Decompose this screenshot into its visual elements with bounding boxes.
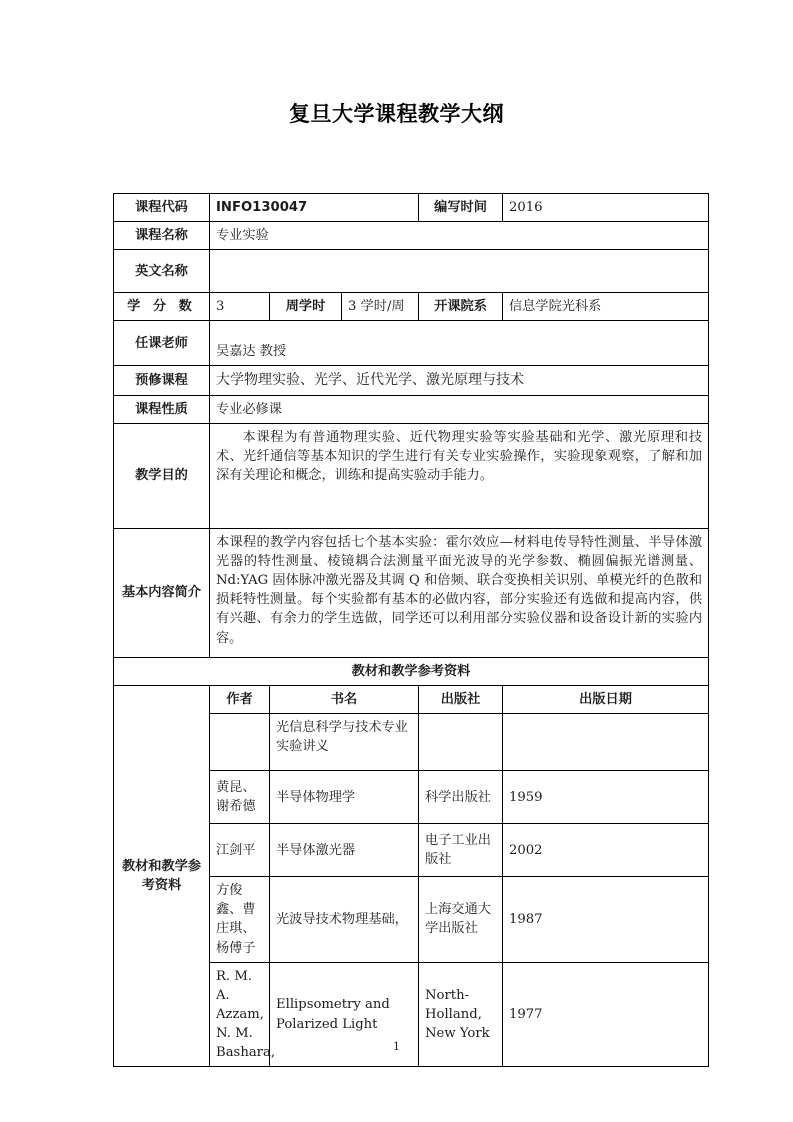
value-department: 信息学院光科系 bbox=[503, 293, 709, 321]
value-objective: 本课程为有普通物理实验、近代物理实验等实验基础和光学、激光原理和技术、光纤通信等基本知识的学生进行有关专业实验操作，实验现象观察，了解和加深有关理论和概念，训练和提高实验动手能力。 bbox=[216, 429, 703, 484]
value-objective-cell bbox=[210, 423, 709, 528]
cell-book: 半导体激光器 bbox=[270, 824, 419, 877]
value-content-cell bbox=[210, 528, 709, 657]
cell-publisher: 电子工业出版社 bbox=[419, 824, 503, 877]
label-course-code: 课程代码 bbox=[114, 194, 210, 222]
label-weekly-hours: 周学时 bbox=[270, 293, 342, 321]
cell-date: 1959 bbox=[503, 771, 709, 824]
column-header-author: 作者 bbox=[210, 686, 270, 714]
label-written-time: 编写时间 bbox=[419, 194, 503, 222]
page-number: 1 bbox=[393, 1040, 400, 1053]
reference-row-label bbox=[114, 686, 210, 1067]
label-teacher: 任课老师 bbox=[114, 321, 210, 366]
reference-section-title: 教材和教学参考资料 bbox=[114, 657, 709, 685]
table-row-teacher bbox=[114, 321, 709, 366]
table-row-reference-header bbox=[114, 686, 709, 714]
cell-author: 黄昆、谢希德 bbox=[210, 771, 270, 824]
table-row-credits bbox=[114, 293, 709, 321]
label-department: 开课院系 bbox=[419, 293, 503, 321]
cell-publisher bbox=[419, 714, 503, 771]
cell-book: Ellipsometry and Polarized Light bbox=[270, 962, 419, 1067]
cell-author: 方俊鑫、曹庄琪、杨傅子 bbox=[210, 877, 270, 963]
value-teacher: 吴嘉达 教授 bbox=[210, 321, 709, 366]
table-row-course-name bbox=[114, 222, 709, 250]
cell-date: 2002 bbox=[503, 824, 709, 877]
cell-author bbox=[210, 714, 270, 771]
table-row-nature bbox=[114, 395, 709, 423]
value-written-time: 2016 bbox=[503, 194, 709, 222]
cell-publisher: 科学出版社 bbox=[419, 771, 503, 824]
value-weekly-hours: 3 学时/周 bbox=[342, 293, 419, 321]
reference-row-label-text: 教材和教学参考资料 bbox=[121, 859, 202, 894]
value-english-name bbox=[210, 250, 709, 293]
course-syllabus-table bbox=[113, 193, 709, 1067]
label-objective: 教学目的 bbox=[114, 423, 210, 528]
column-header-book: 书名 bbox=[270, 686, 419, 714]
cell-author: R. M. A. Azzam, N. M. Bashara, bbox=[210, 962, 270, 1067]
label-content: 基本内容简介 bbox=[114, 528, 210, 657]
value-prerequisite: 大学物理实验、光学、近代光学、激光原理与技术 bbox=[210, 366, 709, 395]
table-row-content bbox=[114, 528, 709, 657]
cell-date bbox=[503, 714, 709, 771]
label-course-name: 课程名称 bbox=[114, 222, 210, 250]
cell-publisher: 上海交通大学出版社 bbox=[419, 877, 503, 963]
table-row-prerequisite bbox=[114, 366, 709, 395]
cell-author: 江剑平 bbox=[210, 824, 270, 877]
table-row-english-name bbox=[114, 250, 709, 293]
value-content: 本课程的教学内容包括七个基本实验：霍尔效应—材料电传导特性测量、半导体激光器的特性测量、棱镜耦合法测量平面光波导的光学参数、椭圆偏振光谱测量、Nd:YAG 固体脉冲激光器及其调 Q 和倍频、联合变换相关识别、单模光纤的色散和损耗特性测量。每个实验都有基本的必做内容，部分实验还有选做和提高内容，供有兴趣、有余力的学生选做，同学还可以利用部分实验仪器和设备设计新的实验内容。 bbox=[216, 534, 703, 646]
page-title: 复旦大学课程教学大纲 bbox=[289, 102, 504, 126]
label-nature: 课程性质 bbox=[114, 395, 210, 423]
label-english-name: 英文名称 bbox=[114, 250, 210, 293]
cell-date: 1987 bbox=[503, 877, 709, 963]
column-header-publisher: 出版社 bbox=[419, 686, 503, 714]
table-row-objective bbox=[114, 423, 709, 528]
cell-book: 光信息科学与技术专业实验讲义 bbox=[270, 714, 419, 771]
value-credits: 3 bbox=[210, 293, 270, 321]
table-row-reference-section-title bbox=[114, 657, 709, 685]
label-prerequisite: 预修课程 bbox=[114, 366, 210, 395]
table-row-course-code bbox=[114, 194, 709, 222]
column-header-date: 出版日期 bbox=[503, 686, 709, 714]
value-nature: 专业必修课 bbox=[210, 395, 709, 423]
cell-book: 半导体物理学 bbox=[270, 771, 419, 824]
label-credits: 学 分 数 bbox=[114, 293, 210, 321]
cell-publisher: North-Holland, New York bbox=[419, 962, 503, 1067]
value-course-name: 专业实验 bbox=[210, 222, 709, 250]
cell-date: 1977 bbox=[503, 962, 709, 1067]
cell-book: 光波导技术物理基础， bbox=[270, 877, 419, 963]
value-course-code: INFO130047 bbox=[210, 194, 419, 222]
